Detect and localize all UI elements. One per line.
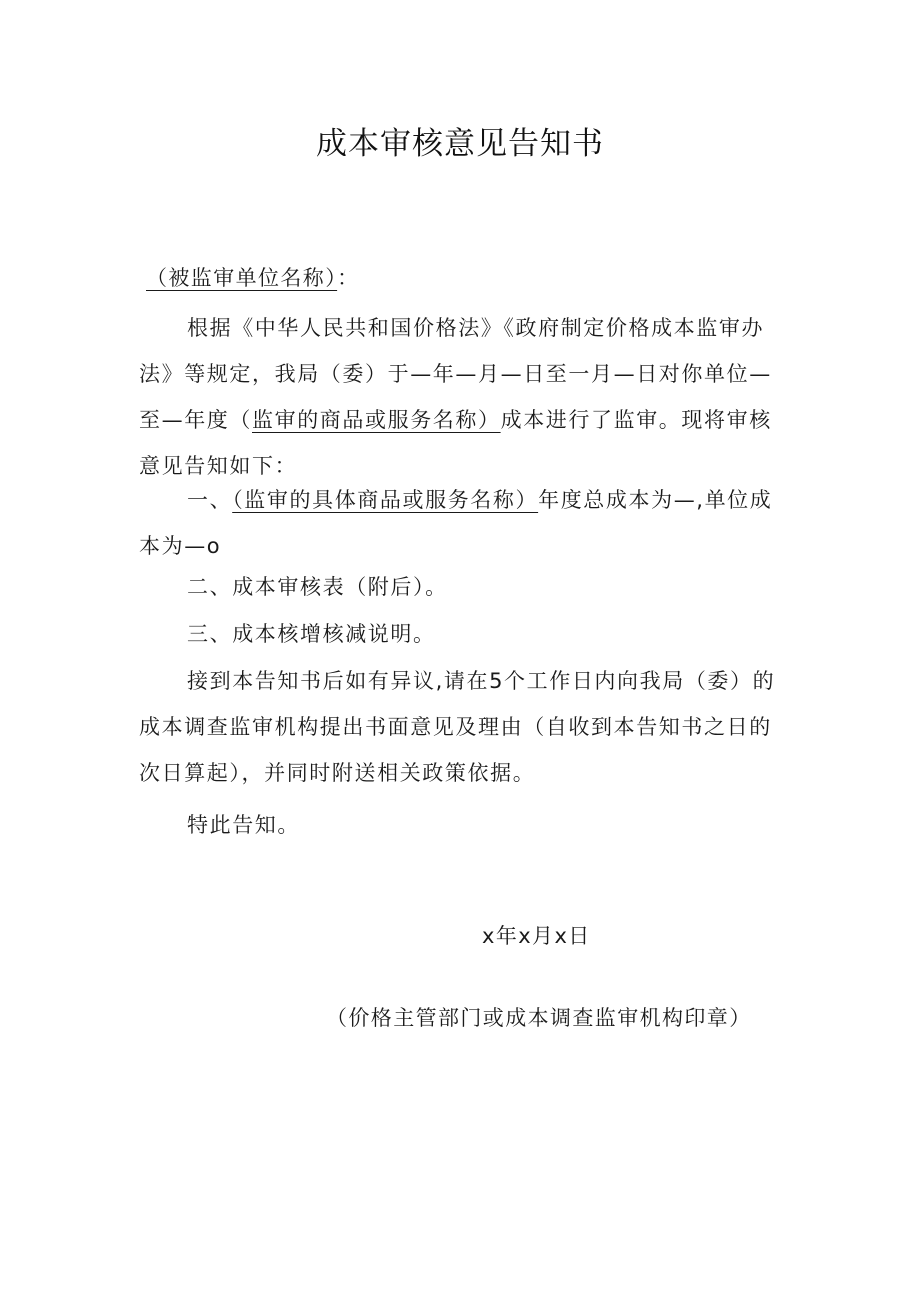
item-number: 一、 [187, 488, 233, 512]
text-segment: 成本进行了监审。现将审核 [500, 408, 772, 432]
paragraph-line [139, 397, 799, 443]
audited-goods-name-blank: 监审的商品或服务名称） [252, 408, 501, 432]
paragraph-line: 接到本告知书后如有异议,请在5个工作日内向我局（委）的 [187, 669, 776, 693]
paragraph-line: 成本调查监审机构提出书面意见及理由（自收到本告知书之日的 [139, 715, 772, 739]
paragraph-line: 法》等规定，我局（委）于—年—月—日至一月—日对你单位— [139, 362, 772, 386]
paragraph-line: 意见告知如下： [139, 454, 298, 478]
paragraph-line [139, 477, 799, 523]
text-segment: 至—年度（ [139, 408, 252, 432]
document-title: 成本审核意见告知书 [316, 126, 604, 162]
salutation-colon: ： [337, 266, 360, 290]
text-segment: 年度总成本为—,单位成 [538, 488, 773, 512]
item-two [139, 564, 799, 610]
paragraph-line: 特此告知。 [187, 813, 300, 837]
item-one [139, 477, 799, 569]
paragraph-line: 次日算起），并同时附送相关政策依据。 [139, 761, 536, 785]
paragraph-objection [139, 658, 799, 796]
item-three [139, 611, 799, 657]
paragraph-line: 根据《中华人民共和国价格法》《政府制定价格成本监审办 [187, 316, 765, 340]
document-date: x年x月x日 [482, 924, 591, 948]
paragraph-line: 三、成本核增核减说明。 [187, 622, 436, 646]
closing [139, 802, 799, 848]
specific-goods-name-blank: （监审的具体商品或服务名称） [232, 488, 539, 512]
paragraph-line: 二、成本审核表（附后）。 [187, 575, 448, 599]
paragraph-basis [139, 305, 799, 489]
seal-placeholder: （价格主管部门或成本调查监审机构印章） [326, 1006, 752, 1030]
audited-unit-name-blank: （被监审单位名称） [146, 266, 338, 290]
salutation [146, 262, 360, 292]
paragraph-line: 本为—o [139, 534, 222, 558]
